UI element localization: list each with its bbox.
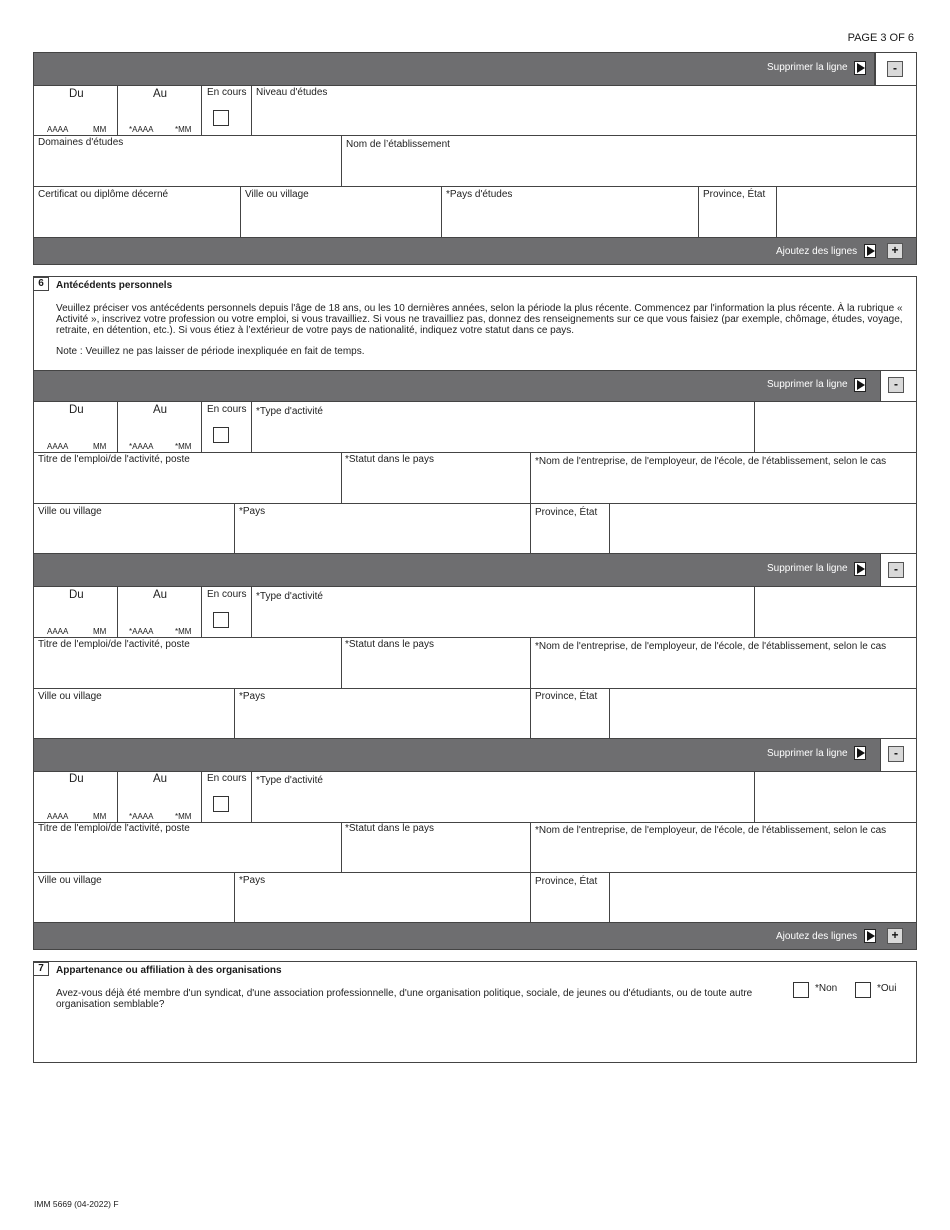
remove-row-label: Supprimer la ligne [767,748,848,759]
yes-checkbox[interactable] [855,982,871,998]
education-city-label: Ville ou village [245,189,309,200]
ongoing-label: En cours [207,773,247,784]
section-7-box [33,961,917,1063]
from-label: Du [69,88,84,100]
ongoing-label: En cours [207,404,247,415]
activity-type-field[interactable] [251,401,755,453]
job-title-label: Titre de l'emploi/de l'activité, poste [38,823,190,834]
employer-label: *Nom de l'entreprise, de l'employeur, de l'école, de l'établissement, selon le cas [535,825,887,836]
activity-type-field[interactable] [251,771,755,823]
activity-extra-field[interactable] [754,586,917,638]
remove-row-button[interactable]: - [888,377,904,393]
remove-row-label: Supprimer la ligne [767,379,848,390]
remove-row-label: Supprimer la ligne [767,563,848,574]
no-checkbox[interactable] [793,982,809,998]
education-province-field[interactable] [776,186,917,238]
to-label: Au [153,88,168,100]
mm-hint: MM [93,627,107,636]
employer-label: *Nom de l'entreprise, de l'employeur, de l'école, de l'établissement, selon le cas [535,641,887,652]
section-6-number: 6 [33,277,49,291]
mm-req-hint: *MM [175,442,192,451]
remove-row-label: Supprimer la ligne [767,62,848,73]
field-of-study-label: Domaines d'études [38,137,124,148]
from-label: Du [69,404,84,416]
job-title-label: Titre de l'emploi/de l'activité, poste [38,639,190,650]
yes-label: *Oui [877,983,897,994]
mm-hint: MM [93,812,107,821]
add-rows-label: Ajoutez des lignes [776,246,858,257]
yyyy-hint: AAAA [47,812,69,821]
education-country-label: *Pays d'études [446,189,513,200]
education-row-header-bar [33,52,875,86]
remove-row-button[interactable]: - [888,746,904,762]
remove-row-arrow-icon [854,378,866,392]
yyyy-req-hint: *AAAA [129,627,154,636]
mm-req-hint: *MM [175,125,192,134]
ongoing-checkbox[interactable] [213,427,229,443]
add-rows-label: Ajoutez des lignes [776,931,858,942]
form-footer-code: IMM 5669 (04-2022) F [34,1199,119,1209]
no-label: *Non [815,983,838,994]
history-province-label: Province, État [535,507,598,518]
mm-hint: MM [93,442,107,451]
ongoing-label: En cours [207,589,247,600]
history-country-field[interactable] [234,688,531,739]
remove-row-button[interactable]: - [888,562,904,578]
ongoing-checkbox[interactable] [213,110,229,126]
yyyy-req-hint: *AAAA [129,125,154,134]
remove-row-arrow-icon [854,746,866,760]
education-province-label: Province, État [703,189,766,200]
from-label: Du [69,589,84,601]
activity-extra-field[interactable] [754,401,917,453]
to-label: Au [153,404,168,416]
remove-row-arrow-icon [854,61,866,75]
history-row-2-header-bar [33,553,881,587]
yyyy-req-hint: *AAAA [129,442,154,451]
history-row-3-header-bar [33,738,881,772]
status-label: *Statut dans le pays [345,823,434,834]
history-city-label: Ville ou village [38,875,102,886]
mm-req-hint: *MM [175,627,192,636]
school-name-label: Nom de l’établissement [346,139,450,150]
activity-type-label: *Type d'activité [256,591,323,602]
ongoing-checkbox[interactable] [213,796,229,812]
job-title-label: Titre de l'emploi/de l'activité, poste [38,454,190,465]
status-label: *Statut dans le pays [345,454,434,465]
add-rows-button[interactable]: + [887,928,903,944]
add-rows-button[interactable]: + [887,243,903,259]
education-level-label: Niveau d'études [256,87,328,98]
activity-type-label: *Type d'activité [256,775,323,786]
history-row-1-header-bar [33,370,881,402]
history-city-label: Ville ou village [38,506,102,517]
history-province-field[interactable] [609,688,917,739]
yyyy-hint: AAAA [47,442,69,451]
remove-row-arrow-icon [854,562,866,576]
history-country-field[interactable] [234,872,531,923]
history-city-label: Ville ou village [38,691,102,702]
history-province-label: Province, État [535,691,598,702]
remove-row-button[interactable]: - [887,61,903,77]
from-label: Du [69,773,84,785]
to-label: Au [153,773,168,785]
section-7-number: 7 [33,962,49,976]
add-rows-arrow-icon [864,929,876,943]
activity-type-field[interactable] [251,586,755,638]
history-province-label: Province, État [535,876,598,887]
ongoing-label: En cours [207,87,247,98]
education-level-field[interactable] [251,85,917,136]
history-province-field[interactable] [609,872,917,923]
yyyy-hint: AAAA [47,125,69,134]
mm-hint: MM [93,125,107,134]
employer-label: *Nom de l'entreprise, de l'employeur, de l'école, de l'établissement, selon le cas [535,456,887,467]
certificate-label: Certificat ou diplôme décerné [38,189,169,200]
status-label: *Statut dans le pays [345,639,434,650]
ongoing-checkbox[interactable] [213,612,229,628]
history-country-label: *Pays [239,875,266,886]
history-country-label: *Pays [239,691,266,702]
section-7-title: Appartenance ou affiliation à des organisations [56,965,282,976]
section-6-note: Note : Veuillez ne pas laisser de période inexpliquée en fait de temps. [56,346,365,357]
activity-extra-field[interactable] [754,771,917,823]
activity-type-label: *Type d'activité [256,406,323,417]
section-7-question: Avez-vous déjà été membre d'un syndicat, d'une association professionnelle, d'une organisation politique, sociale, de jeunes ou d'étudiants, ou de toute autre organisation semblable? [56,988,753,1010]
history-province-field[interactable] [609,503,917,554]
section-6-title: Antécédents personnels [56,280,173,291]
yyyy-req-hint: *AAAA [129,812,154,821]
section-6-instructions: Veuillez préciser vos antécédents personnels depuis l'âge de 18 ans, ou les 10 dernières années, selon la période la plus récente. Commencez par l'information la plus récente. À la rubrique « Activité », inscrivez votre profession ou votre emploi, si vous travailliez. Si vous ne travailliez pas, donnez des renseignements sur ce que vous faisiez (par exemple, chômage, études, voyage, retraite, en détention, etc.). Si vous étiez à l’extérieur de votre pays de nationalité, indiquez votre statut dans ce pays. [56,303,903,336]
add-rows-arrow-icon [864,244,876,258]
to-label: Au [153,589,168,601]
page-number: PAGE 3 OF 6 [847,32,914,44]
history-country-label: *Pays [239,506,266,517]
yyyy-hint: AAAA [47,627,69,636]
history-country-field[interactable] [234,503,531,554]
mm-req-hint: *MM [175,812,192,821]
